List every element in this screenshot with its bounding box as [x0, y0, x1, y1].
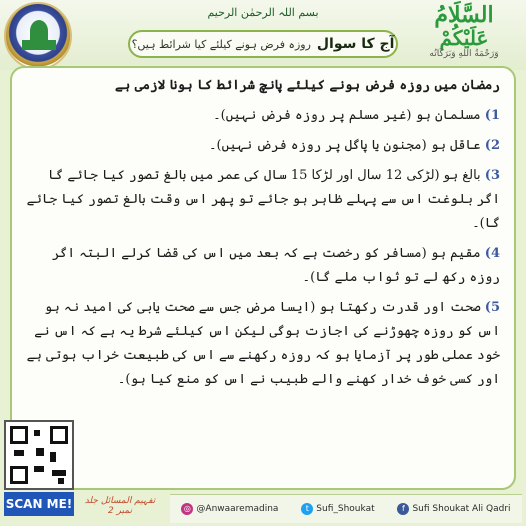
social-handle-text: @Anwaaremadina — [196, 504, 279, 514]
condition-text: صحت اور قدرت رکھتا ہو (ایسا مرض جس سے صحت یابی کی امید نہ ہو اس کو روزہ چھوڑنے کی اجازت ہوگی لیکن اس کیلئے شرط یہ ہے کہ اس نے خود عملی طور پر آزمایا ہو کہ روزہ رکھنے سے اس کی طبیعت خراب ہوتی ہے اور کسی خوف خدار کھنے والے طبیب نے اس کو منع کیا ہو)۔ — [26, 300, 500, 387]
condition-number: 2) — [484, 138, 500, 153]
social-handle-twitter[interactable] — [301, 503, 374, 515]
condition-number: 3) — [484, 168, 500, 183]
salam-calligraphy — [408, 2, 520, 60]
condition-item — [22, 104, 500, 128]
source-reference: تفہیم المسائل جلد نمبر 2 — [84, 496, 156, 516]
qr-module — [34, 466, 44, 472]
qr-finder-icon — [10, 426, 28, 444]
mosque-base-icon — [22, 40, 56, 50]
qr-module — [58, 478, 64, 484]
condition-number: 1) — [484, 108, 500, 123]
salam-line-3: وَرَحْمَةُ اللهِ وَبَرَكَاتُه — [429, 49, 499, 59]
condition-item — [22, 242, 500, 290]
content-body — [18, 74, 508, 398]
question-label: آج کا سوال — [316, 36, 395, 52]
qr-module — [50, 452, 56, 462]
logo-emblem — [4, 2, 72, 70]
instagram-icon: ◎ — [181, 503, 193, 515]
qr-finder-icon — [50, 426, 68, 444]
question-banner — [128, 30, 398, 58]
social-footer — [170, 494, 522, 523]
twitter-icon: t — [301, 503, 313, 515]
scan-me-label: SCAN ME! — [4, 492, 74, 516]
qr-module — [36, 448, 44, 456]
qr-module — [14, 450, 24, 456]
condition-number: 5) — [484, 300, 500, 315]
condition-text: بالغ ہو (لڑکی 12 سال اور لڑکا 15 سال کی عمر میں بالغ تصور کیا جائے گا اگر بلوغت اس سے پہلے ظاہر ہو جائے تو پھر اس وقت بالغ تصور کیا جائے گا)۔ — [26, 168, 500, 231]
qr-code[interactable] — [4, 420, 74, 490]
qr-module — [52, 470, 66, 476]
condition-text: مقیم ہو (مسافر کو رخصت ہے کہ بعد میں اس کی قضا کرلے البتہ اگر روزہ رکھ لے تو ثواب ملے گا)۔ — [52, 246, 500, 285]
dome-icon — [30, 20, 48, 42]
social-handle-text: Sufi Shoukat Ali Qadri — [412, 504, 511, 514]
condition-text: عاقل ہو (مجنون یا پاگل پر روزہ فرض نہیں)۔ — [208, 138, 481, 153]
bismillah-text: بسم اللہ الرحمٰن الرحیم — [207, 6, 319, 19]
condition-text: مسلمان ہو (غیر مسلم پر روزہ فرض نہیں)۔ — [213, 108, 481, 123]
social-handle-facebook[interactable] — [397, 503, 510, 515]
social-handle-instagram[interactable] — [181, 503, 278, 515]
salam-line-1: السَّلَامُ — [434, 2, 494, 28]
condition-number: 4) — [484, 246, 500, 261]
social-handle-text: Sufi_Shoukat — [316, 504, 375, 514]
salam-line-2: عَلَیْکُمْ — [439, 26, 489, 50]
condition-item — [22, 164, 500, 236]
qr-module — [34, 430, 40, 436]
facebook-icon: f — [397, 503, 409, 515]
question-text: روزہ فرض ہونے کیلئے کیا شرائط ہیں؟ — [131, 37, 311, 51]
qr-finder-icon — [10, 466, 28, 484]
intro-text: رمضان میں روزہ فرض ہونے کیلئے پانچ شرائط کا ہونا لازمی ہے — [115, 78, 500, 93]
condition-item — [22, 134, 500, 158]
condition-item — [22, 296, 500, 392]
